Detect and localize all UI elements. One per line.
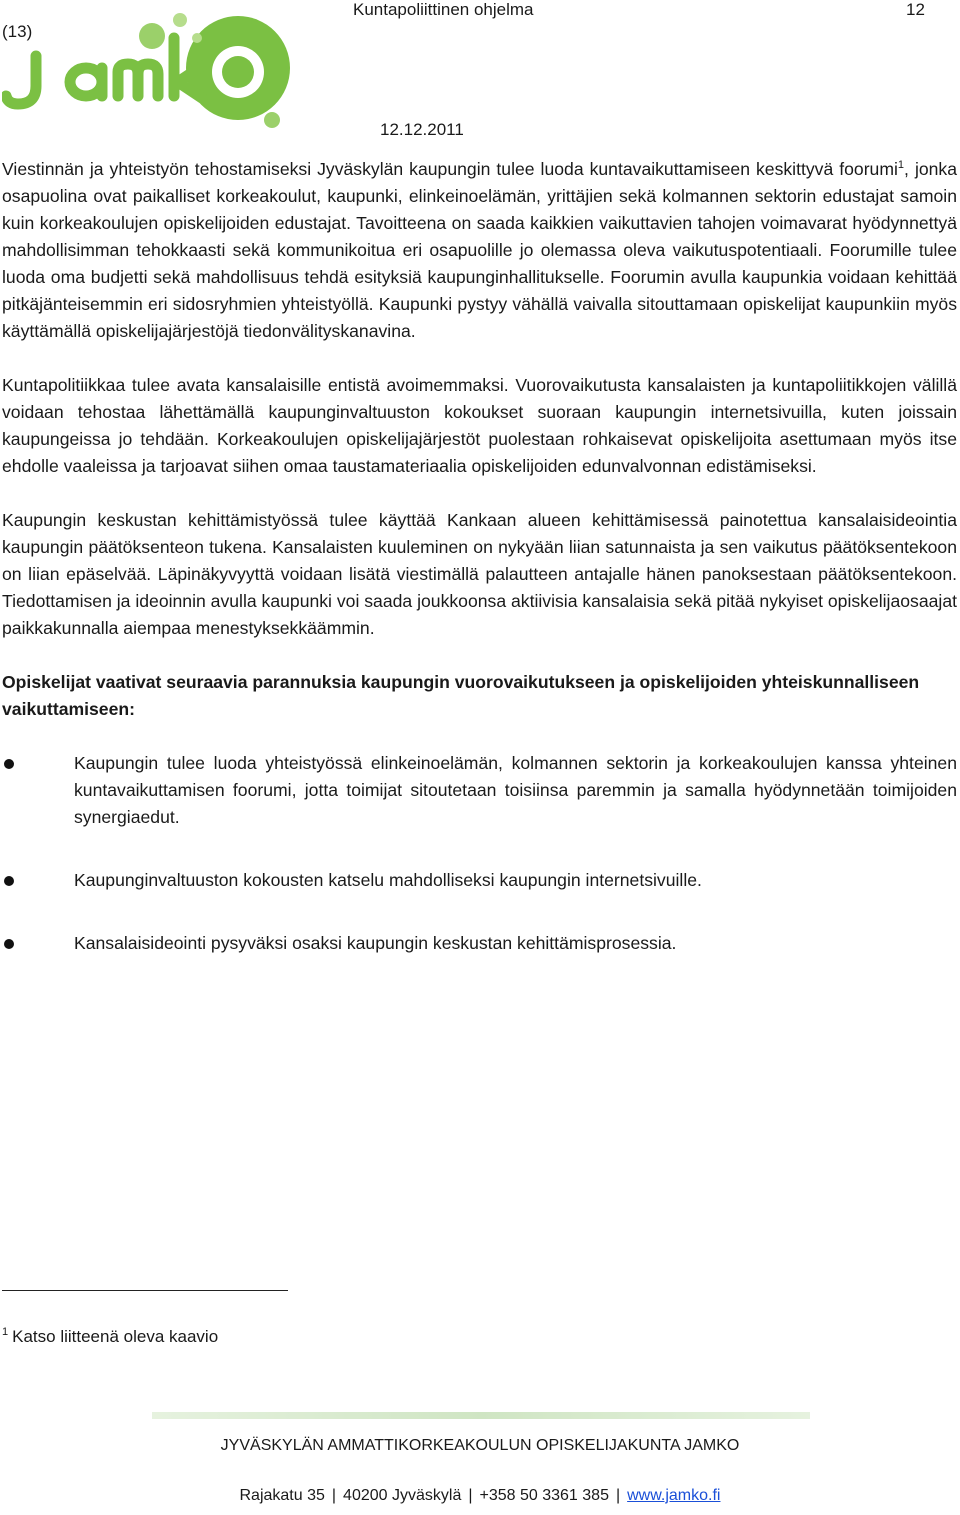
footer-city: 40200 Jyväskylä bbox=[343, 1487, 462, 1504]
logo-letter-a bbox=[70, 68, 102, 96]
bullet-dot-icon bbox=[4, 759, 14, 769]
logo-dot-2 bbox=[173, 13, 187, 27]
footer-divider-bar bbox=[152, 1412, 810, 1419]
logo-dot-1 bbox=[139, 23, 165, 49]
demands-list bbox=[2, 750, 957, 957]
logo-letter-j bbox=[6, 56, 36, 104]
document-body bbox=[2, 152, 957, 993]
document-title: Kuntapoliittinen ohjelma bbox=[353, 0, 534, 19]
list-item-text: Kansalaisideointi pysyväksi osaksi kaupungin keskustan kehittämisprosessia. bbox=[74, 933, 677, 953]
logo-dot-4 bbox=[264, 112, 280, 128]
footer-contact bbox=[0, 1487, 960, 1505]
paragraph-forum bbox=[2, 152, 957, 345]
footer-street: Rajakatu 35 bbox=[239, 1487, 325, 1504]
list-item bbox=[2, 867, 957, 894]
list-item bbox=[2, 930, 957, 957]
bullet-dot-icon bbox=[4, 876, 14, 886]
footer-separator: | bbox=[615, 1487, 621, 1504]
footnote-divider bbox=[2, 1290, 288, 1291]
footnote bbox=[2, 1326, 218, 1347]
footer-separator: | bbox=[468, 1487, 473, 1504]
paragraph-city-centre: Kaupungin keskustan kehittämistyössä tulee käyttää Kankaan alueen kehittämisessä painotettua kansalaisideointia kaupungin päätöksenteon tukena. Kansalaisten kuuleminen on nykyään liian satunnaista ja sen vaikutus päätöksentekoon on liian epäselvää. Läpinäkyvyyttä voidaan lisätä viestimällä palautteen antajalle hänen panoksestaan päätöksentekoon. Tiedottamisen ja ideoinnin avulla kaupunki voi saada joukkoonsa aktiivisia kansalaisia sekä pitää nykyiset opiskelijaosaajat paikkakunnalla aiempaa menestyksekkäämmin. bbox=[2, 510, 957, 638]
logo-circle-core bbox=[222, 56, 254, 88]
logo-dot-3 bbox=[192, 33, 202, 43]
footer-separator: | bbox=[331, 1487, 337, 1504]
demands-heading: Opiskelijat vaativat seuraavia parannuksia kaupungin vuorovaikutukseen ja opiskelijoiden yhteiskunnalliseen vaikuttamiseen: bbox=[2, 672, 920, 719]
document-date: 12.12.2011 bbox=[380, 120, 464, 139]
jamko-logo bbox=[2, 8, 292, 138]
paragraph-forum-text-b: , jonka osapuolina ovat paikalliset korkeakoulut, kaupunki, elinkeinoelämän, yrittäjien sekä kolmannen sektorin edustajat samoin kuin korkeakoulujen opiskelijoiden edustajat. Tavoitteena on saada kaikkien vaikuttavien tahojen voimavarat hyödynnettyä mahdollisimman tehokkaasti sekä kommunikoitua eri osapuolille jo olemassa oleva vaikutuspotentiaali. Foorumille tulee luoda oma budjetti sekä mahdollisuus tehdä esityksiä kaupunginhallitukselle. Foorumin avulla kaupunkia voidaan kehittää pitkäjänteisemmin eri sidosryhmien yhteistyöllä. Kaupunki pystyy vähällä vaivalla sitouttamaan opiskelijat kaupunkiin myös käyttämällä opiskelijajärjestöjä tiedonvälityskanavina. bbox=[2, 159, 958, 341]
page-number: 12 bbox=[906, 0, 925, 19]
paragraph-forum-text-a: Viestinnän ja yhteistyön tehostamiseksi Jyväskylän kaupungin tulee luoda kuntavaikuttamiseen keskittyvä foorumi bbox=[2, 159, 898, 179]
footer-website-link[interactable]: www.jamko.fi bbox=[627, 1487, 721, 1504]
footnote-text: Katso liitteenä oleva kaavio bbox=[12, 1327, 219, 1346]
list-item bbox=[2, 750, 957, 831]
list-item-text: Kaupungin tulee luoda yhteistyössä elinkeinoelämän, kolmannen sektorin ja korkeakoulujen kanssa yhteinen kuntavaikuttamisen foorumi, jotta toimijat sitoutetaan toisiinsa paremmin ja samalla hyödynnetään toimijoiden synergiaedut. bbox=[74, 753, 957, 827]
footer-phone: +358 50 3361 385 bbox=[479, 1487, 609, 1504]
page-count: (13) bbox=[2, 22, 33, 41]
footnote-number: 1 bbox=[2, 1326, 9, 1338]
logo-letter-m bbox=[118, 64, 158, 96]
footnote-ref: 1 bbox=[897, 159, 905, 171]
footer-organization: JYVÄSKYLÄN AMMATTIKORKEAKOULUN OPISKELIJAKUNTA JAMKO bbox=[220, 1437, 740, 1454]
bullet-dot-icon bbox=[4, 939, 14, 949]
list-item-text: Kaupunginvaltuuston kokousten katselu mahdolliseksi kaupungin internetsivuille. bbox=[74, 870, 702, 890]
paragraph-openness: Kuntapolitiikkaa tulee avata kansalaisille entistä avoimemmaksi. Vuorovaikutusta kansalaisten ja kuntapoliitikkojen välillä voidaan tehostaa lähettämällä kaupunginvaltuuston kokoukset suoraan kaupungin internetsivuilla, kuten joissain kaupungeissa jo tehdään. Korkeakoulujen opiskelijajärjestöt puolestaan rohkaisevat opiskelijoita asettumaan myös itse ehdolle vaaleissa ja tarjoavat siihen omaa taustamateriaalia opiskelijoiden edunvalvonnan edistämiseksi. bbox=[2, 375, 957, 476]
